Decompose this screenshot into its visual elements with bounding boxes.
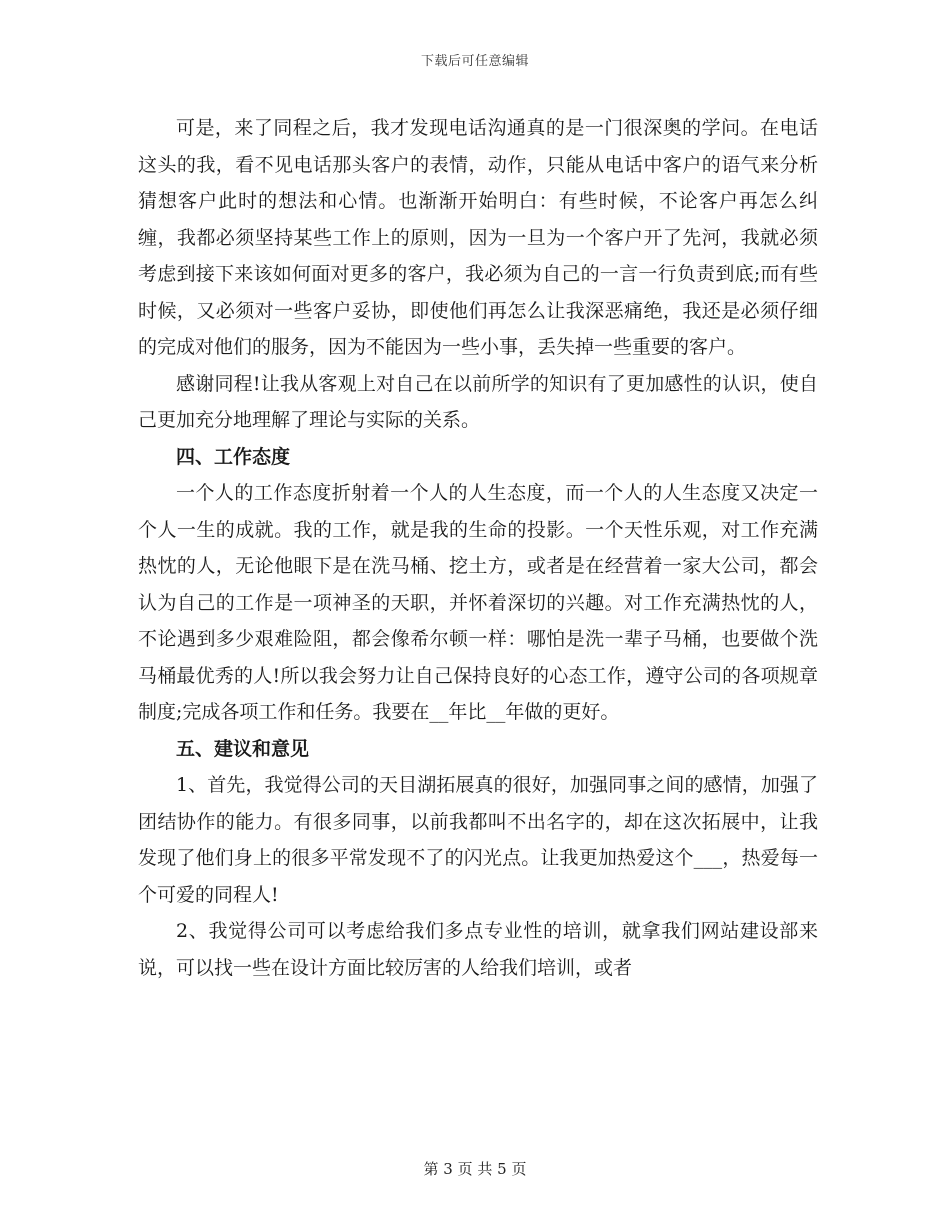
section-heading-suggestions: 五、建议和意见	[176, 737, 310, 760]
section-heading-work-attitude: 四、工作态度	[176, 445, 291, 468]
paragraph-suggestion-1: 1、首先，我觉得公司的天目湖拓展真的很好，加强同事之间的感情，加强了团结协作的能力。有很多同事，以前我都叫不出名字的，却在这次拓展中，让我发现了他们身上的很多平常发现不了的闪光点。让我更加热爱这个___，热爱每一个可爱的同程人!	[138, 774, 818, 906]
page-number: 第 3 页 共 5 页	[423, 1160, 527, 1178]
paragraph-suggestion-2: 2、我觉得公司可以考虑给我们多点专业性的培训，就拿我们网站建设部来说，可以找一些在设计方面比较厉害的人给我们培训，或者	[138, 920, 818, 979]
page-header: 下载后可任意编辑	[420, 54, 529, 69]
paragraph-work-attitude: 一个人的工作态度折射着一个人的人生态度，而一个人的人生态度又决定一个人一生的成就。我的工作，就是我的生命的投影。一个天性乐观，对工作充满热忱的人，无论他眼下是在洗马桶、挖土方，或者是在经营着一家大公司，都会认为自己的工作是一项神圣的天职，并怀着深切的兴趣。对工作充满热忱的人，不论遇到多少艰难险阻，都会像希尔顿一样：哪怕是洗一辈子马桶，也要做个洗马桶最优秀的人!所以我会努力让自己保持良好的心态工作，遵守公司的各项规章制度;完成各项工作和任务。我要在__年比__年做的更好。	[138, 482, 818, 723]
paragraph-phone-communication: 可是，来了同程之后，我才发现电话沟通真的是一门很深奥的学问。在电话这头的我，看不见电话那头客户的表情，动作，只能从电话中客户的语气来分析猜想客户此时的想法和心情。也渐渐开始明白：有些时候，不论客户再怎么纠缠，我都必须坚持某些工作上的原则，因为一旦为一个客户开了先河，我就必须考虑到接下来该如何面对更多的客户，我必须为自己的一言一行负责到底;而有些时候，又必须对一些客户妥协，即使他们再怎么让我深恶痛绝，我还是必须仔细的完成对他们的服务，因为不能因为一些小事，丢失掉一些重要的客户。	[138, 117, 818, 358]
paragraph-thanks: 感谢同程!让我从客观上对自己在以前所学的知识有了更加感性的认识，使自己更加充分地理解了理论与实际的关系。	[138, 372, 818, 431]
document-body	[138, 110, 818, 986]
